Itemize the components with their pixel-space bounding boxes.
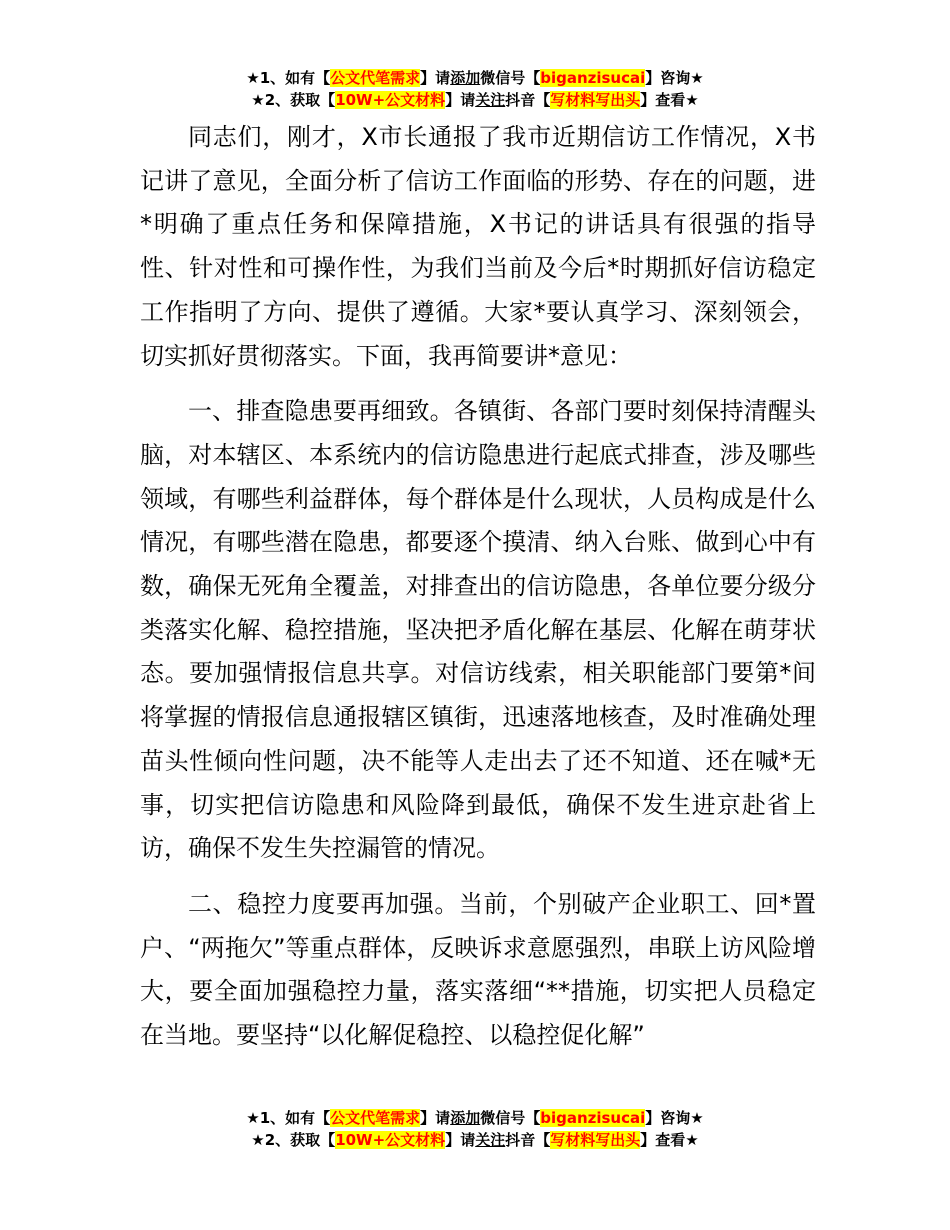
footer-banner (0, 1107, 950, 1151)
paragraph-section-2: 二、稳控力度要再加强。当前，个别破产企业职工、回*置户、“两拖欠”等重点群体，反映诉求意愿强烈，串联上访风险增大，要全面加强稳控力量，落实落细“**措施，切实把人员稳定在当地。要坚持“以化解促稳控、以稳控促化解” (140, 889, 816, 1050)
footer-line2-highlight-materials: 10W+公文材料 (335, 1131, 446, 1149)
banner-line-1 (0, 67, 950, 89)
document-body (140, 116, 816, 1070)
banner-line1-underlined: 添加 (450, 69, 481, 87)
footer-line2-middle2: 抖音【 (505, 1131, 551, 1149)
footer-line1-highlight-service: 公文代笔需求 (330, 1109, 421, 1127)
footer-line2-underlined: 关注 (475, 1131, 506, 1149)
banner-line1-middle2: 微信号【 (480, 69, 541, 87)
footer-line1-suffix: 】咨询★ (645, 1109, 704, 1127)
banner-line2-highlight-materials: 10W+公文材料 (335, 91, 446, 109)
footer-line2-prefix: ★2、获取【 (251, 1131, 336, 1149)
banner-line2-middle: 】请 (445, 91, 476, 109)
banner-line2-prefix: ★2、获取【 (251, 91, 336, 109)
footer-banner-line-2 (0, 1129, 950, 1151)
banner-line2-suffix: 】查看★ (640, 91, 699, 109)
footer-line1-middle2: 微信号【 (480, 1109, 541, 1127)
footer-line2-highlight-douyin: 写材料写出头 (550, 1131, 641, 1149)
banner-line-2 (0, 89, 950, 111)
footer-banner-line-1 (0, 1107, 950, 1129)
footer-line1-highlight-wechat: biganzisucai (540, 1109, 646, 1127)
banner-line1-highlight-service: 公文代笔需求 (330, 69, 421, 87)
footer-line1-prefix: ★1、如有【 (246, 1109, 331, 1127)
footer-line2-suffix: 】查看★ (640, 1131, 699, 1149)
paragraph-intro: 同志们，刚才，X市长通报了我市近期信访工作情况，X书记讲了意见，全面分析了信访工作面临的形势、存在的问题，进*明确了重点任务和保障措施，X书记的讲话具有很强的指导性、针对性和可操作性，为我们当前及今后*时期抓好信访稳定工作指明了方向、提供了遵循。大家*要认真学习、深刻领会，切实抓好贯彻落实。下面，我再简要讲*意见： (140, 123, 816, 370)
footer-line1-middle: 】请 (420, 1109, 451, 1127)
paragraph-section-1: 一、排查隐患要再细致。各镇街、各部门要时刻保持清醒头脑，对本辖区、本系统内的信访隐患进行起底式排查，涉及哪些领域，有哪些利益群体，每个群体是什么现状，人员构成是什么情况，有哪些潜在隐患，都要逐个摸清、纳入台账、做到心中有数，确保无死角全覆盖，对排查出的信访隐患，各单位要分级分类落实化解、稳控措施，坚决把矛盾化解在基层、化解在萌芽状态。要加强情报信息共享。对信访线索，相关职能部门要第*间将掌握的情报信息通报辖区镇街，迅速落地核查，及时准确处理苗头性倾向性问题，决不能等人走出去了还不知道、还在喊*无事，切实把信访隐患和风险降到最低，确保不发生进京赴省上访，确保不发生失控漏管的情况。 (140, 397, 816, 863)
banner-line2-middle2: 抖音【 (505, 91, 551, 109)
banner-line1-prefix: ★1、如有【 (246, 69, 331, 87)
banner-line1-suffix: 】咨询★ (645, 69, 704, 87)
banner-line1-highlight-wechat: biganzisucai (540, 69, 646, 87)
footer-line2-middle: 】请 (445, 1131, 476, 1149)
banner-line2-highlight-douyin: 写材料写出头 (550, 91, 641, 109)
footer-line1-underlined: 添加 (450, 1109, 481, 1127)
banner-line1-middle: 】请 (420, 69, 451, 87)
header-banner (0, 67, 950, 111)
banner-line2-underlined: 关注 (475, 91, 506, 109)
